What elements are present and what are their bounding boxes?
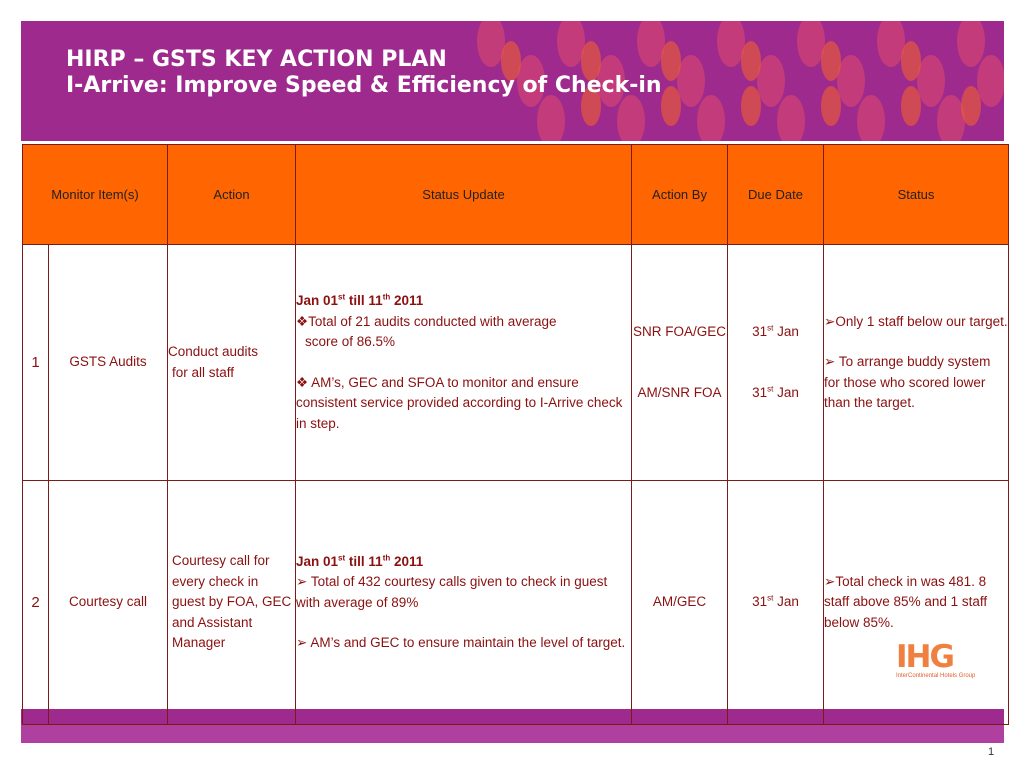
due-date-2: 31st Jan bbox=[752, 384, 799, 400]
ihg-logo-subtitle: InterContinental Hotels Group bbox=[896, 673, 976, 679]
ihg-logo-mark: IHG bbox=[896, 639, 953, 675]
table-row bbox=[23, 481, 1009, 725]
slide-title bbox=[66, 47, 662, 99]
title-line-1: HIRP – GSTS KEY ACTION PLAN bbox=[66, 47, 447, 72]
row-number: 1 bbox=[23, 245, 49, 481]
status-cell bbox=[824, 245, 1009, 481]
diamond-bullet-icon: ❖ bbox=[296, 374, 312, 390]
col-header-due-date: Due Date bbox=[728, 145, 824, 245]
action-line: for all staff bbox=[172, 364, 235, 380]
action-by-cell: AM/GEC bbox=[632, 481, 728, 725]
status-item: ➢ To arrange buddy system for those who scored lower than the target. bbox=[824, 354, 991, 410]
arrow-bullet-icon: ➢ bbox=[296, 574, 311, 589]
arrow-bullet-icon: ➢ bbox=[824, 313, 836, 329]
status-update-period: Jan 01st till 11th 2011 bbox=[296, 553, 424, 569]
table-header-row bbox=[23, 145, 1009, 245]
action-by-1: SNR FOA/GEC bbox=[632, 323, 726, 339]
action-by-cell bbox=[632, 245, 728, 481]
action-cell bbox=[168, 245, 296, 481]
action-by-2: AM/SNR FOA bbox=[637, 385, 722, 400]
monitor-item-cell: Courtesy call bbox=[49, 481, 168, 725]
status-update-cell bbox=[296, 481, 632, 725]
arrow-bullet-icon: ➢ bbox=[824, 354, 839, 369]
action-plan-table bbox=[22, 144, 1009, 725]
col-header-action: Action bbox=[168, 145, 296, 245]
due-date-cell: 31st Jan bbox=[728, 481, 824, 725]
col-header-status-update: Status Update bbox=[296, 145, 632, 245]
col-header-monitor-items: Monitor Item(s) bbox=[23, 145, 168, 245]
status-item: ➢Only 1 staff below our target. bbox=[824, 313, 1008, 329]
ihg-logo bbox=[896, 641, 996, 689]
action-line: Conduct audits bbox=[168, 344, 259, 359]
due-date-1: 31st Jan bbox=[752, 323, 799, 339]
status-update-period: Jan 01st till 11th 2011 bbox=[296, 292, 424, 308]
status-update-bullet: ❖Total of 21 audits conducted with average bbox=[296, 313, 557, 329]
row-number: 2 bbox=[23, 481, 49, 725]
status-update-bullet: ➢ AM’s and GEC to ensure maintain the level of target. bbox=[296, 635, 626, 650]
page-number: 1 bbox=[988, 746, 995, 758]
table-row bbox=[23, 245, 1009, 481]
title-line-2: I-Arrive: Improve Speed & Efficiency of Check-in bbox=[66, 73, 662, 98]
arrow-bullet-icon: ➢ bbox=[296, 635, 311, 650]
status-update-bullet: ❖ AM’s, GEC and SFOA to monitor and ensure consistent service provided according to I-Arrive check in step. bbox=[296, 374, 623, 431]
col-header-action-by: Action By bbox=[632, 145, 728, 245]
diamond-bullet-icon: ❖ bbox=[296, 313, 309, 329]
status-item: ➢Total check in was 481. 8 staff above 85% and 1 staff below 85%. bbox=[824, 573, 988, 630]
monitor-item-cell: GSTS Audits bbox=[49, 245, 168, 481]
col-header-status: Status bbox=[824, 145, 1009, 245]
arrow-bullet-icon: ➢ bbox=[824, 573, 836, 589]
footer-band-light bbox=[21, 724, 1004, 743]
action-cell: Courtesy call for every check in guest by FOA, GEC and Assistant Manager bbox=[168, 481, 296, 725]
status-update-cell bbox=[296, 245, 632, 481]
due-date-cell bbox=[728, 245, 824, 481]
status-update-bullet-cont: score of 86.5% bbox=[305, 334, 396, 349]
status-update-bullet: ➢ Total of 432 courtesy calls given to check in guest with average of 89% bbox=[296, 574, 608, 610]
